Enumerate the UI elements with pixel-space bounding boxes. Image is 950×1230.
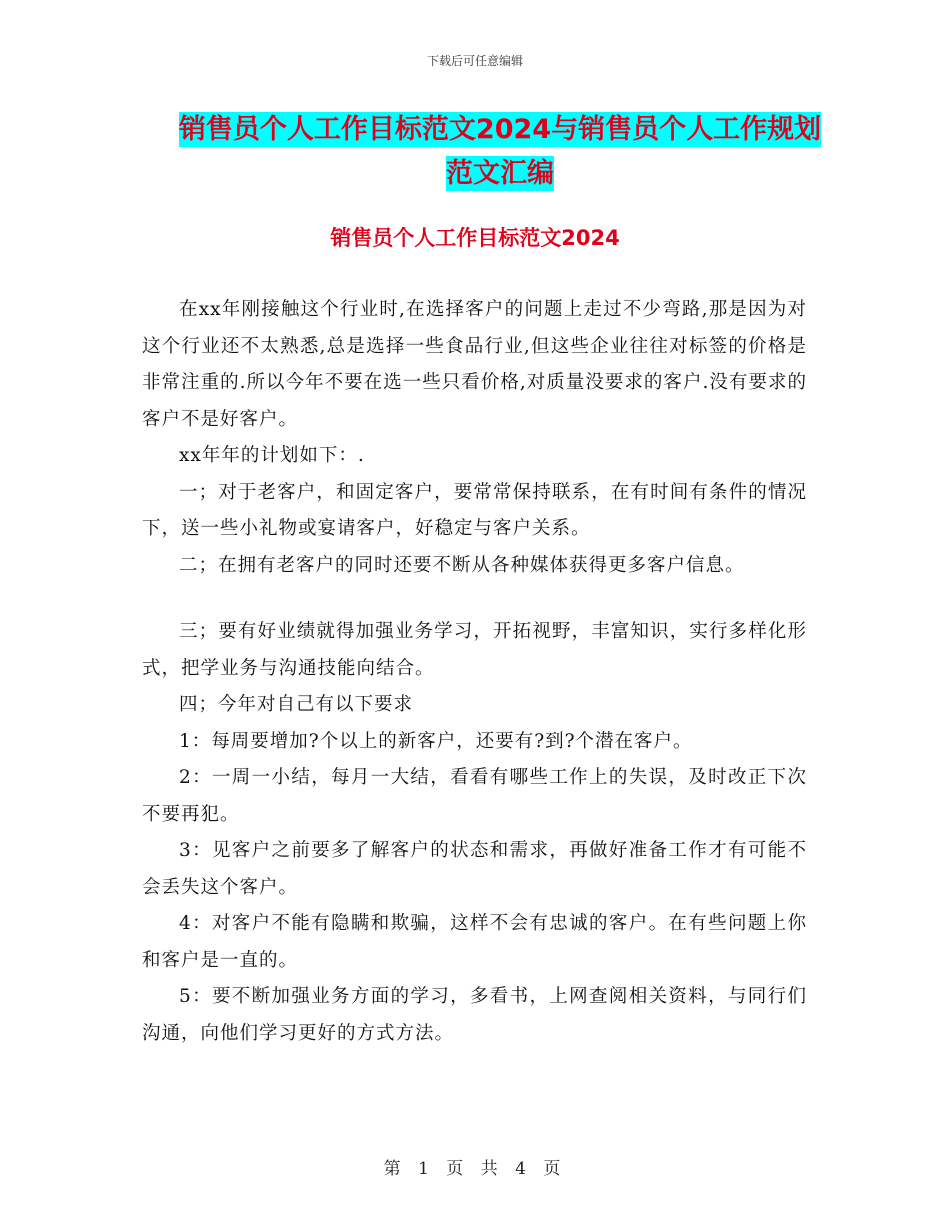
paragraph: 4：对客户不能有隐瞒和欺骗，这样不会有忠诚的客户。在有些问题上你和客户是一直的。 [142, 913, 807, 971]
paragraph: 一；对于老客户，和固定客户，要常常保持联系，在有时间有条件的情况下，送一些小礼物或宴请客户，好稳定与客户关系。 [142, 481, 807, 539]
page-number-footer: 第 1 页 共 4 页 [383, 1159, 567, 1179]
paragraph: 5：要不断加强业务方面的学习，多看书，上网查阅相关资料，与同行们沟通，向他们学习更好的方式方法。 [142, 986, 807, 1044]
document-title-line-2: 范文汇编 [446, 158, 554, 189]
section-title: 销售员个人工作目标范文2024 [330, 226, 620, 250]
paragraph: 四；今年对自己有以下要求 [179, 694, 414, 715]
body-text [142, 292, 807, 1052]
paragraph: 二；在拥有老客户的同时还要不断从各种媒体获得更多客户信息。 [179, 554, 745, 576]
paragraph: 三；要有好业绩就得加强业务学习，开拓视野，丰富知识，实行多样化形式，把学业务与沟通技能向结合。 [142, 621, 807, 679]
document-title-line-1: 销售员个人工作目标范文2024与销售员个人工作规划 [178, 114, 822, 145]
paragraph: 2：一周一小结，每月一大结，看看有哪些工作上的失误，及时改正下次不要再犯。 [142, 767, 807, 825]
paragraph: 在xx年刚接触这个行业时,在选择客户的问题上走过不少弯路,那是因为对这个行业还不太熟悉,总是选择一些食品行业,但这些企业往往对标签的价格是非常注重的.所以今年不要在选一些只看价格,对质量没要求的客户.没有要求的客户不是好客户。 [142, 299, 807, 430]
header-note: 下载后可任意编辑 [426, 54, 523, 68]
paragraph: 3：见客户之前要多了解客户的状态和需求，再做好准备工作才有可能不会丢失这个客户。 [142, 840, 807, 898]
paragraph: xx年年的计划如下：. [179, 445, 365, 466]
paragraph: 1：每周要增加?个以上的新客户，还要有?到?个潜在客户。 [179, 730, 693, 752]
document-title [140, 108, 860, 196]
